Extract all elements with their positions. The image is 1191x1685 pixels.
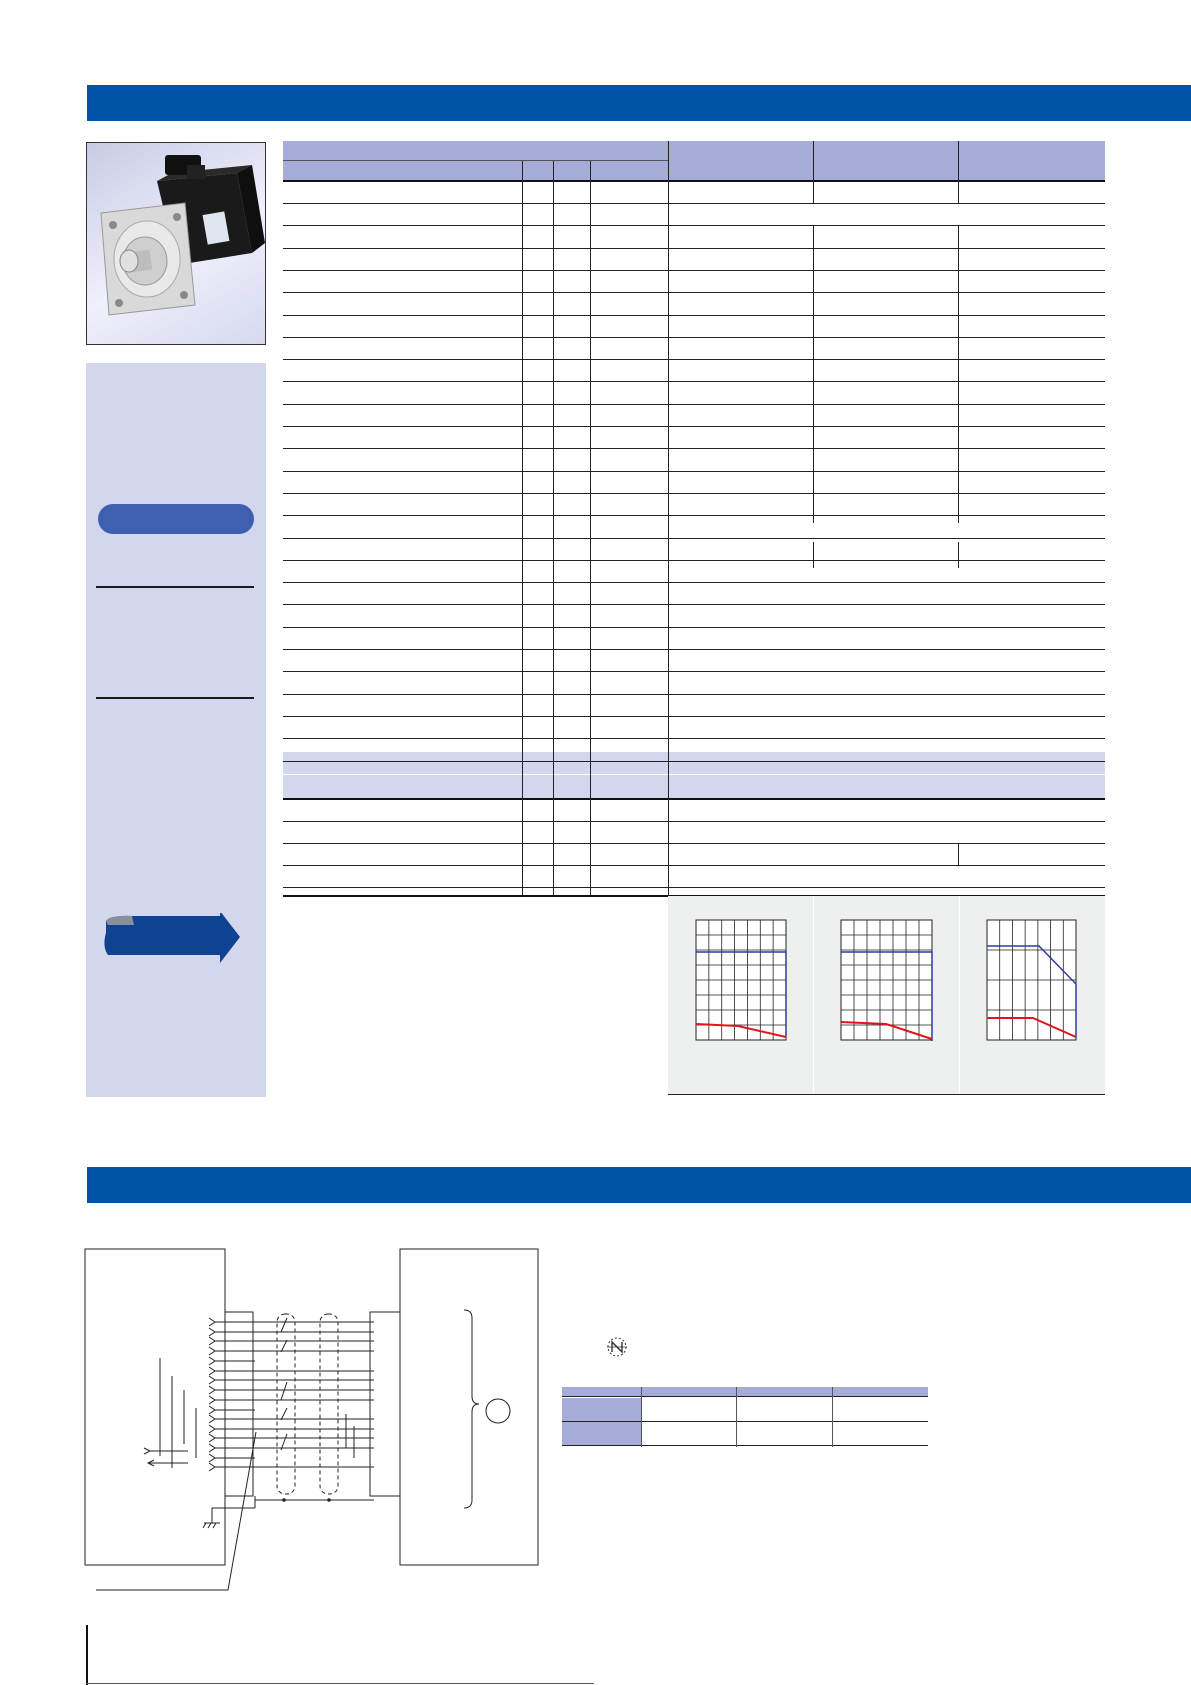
motor-circle-icon <box>486 1399 510 1423</box>
ref-table-row <box>562 1398 928 1422</box>
section-band-top <box>87 85 1191 121</box>
spec-row <box>283 271 1105 293</box>
spec-row <box>283 561 1105 583</box>
spec-row <box>283 472 1105 494</box>
page-margin-rule <box>86 1625 88 1685</box>
spec-header-model-2 <box>814 141 958 180</box>
spec-row <box>283 606 1105 628</box>
side-divider-2 <box>96 697 254 699</box>
graphs-bottom-rule <box>668 1094 1105 1095</box>
spec-group-row-2 <box>283 775 1105 798</box>
spec-col-rule <box>590 161 591 897</box>
spec-row <box>283 383 1105 405</box>
graph-2 <box>814 896 959 1094</box>
n-mark-icon <box>605 1335 629 1359</box>
wire-pin-icon <box>209 1347 215 1355</box>
spec-row <box>283 338 1105 360</box>
product-photo <box>86 142 266 345</box>
wire-pin-icon <box>209 1396 215 1404</box>
spec-row <box>283 227 1105 249</box>
twisted-pair-mark <box>281 1408 287 1420</box>
side-divider-1 <box>96 586 254 588</box>
wire-pin-icon <box>209 1386 215 1394</box>
spec-col-rule <box>522 161 523 897</box>
wire-pin-icon <box>209 1367 215 1375</box>
side-pill-label <box>98 504 254 534</box>
wire-pin-icon <box>209 1376 215 1384</box>
spec-row <box>283 844 1105 866</box>
spec-col-rule <box>553 161 554 897</box>
torque-graphs <box>668 896 1105 1095</box>
spec-header-divider <box>283 160 668 161</box>
graph-1 <box>668 896 813 1094</box>
spec-row <box>283 204 1105 226</box>
motor-box <box>400 1249 538 1565</box>
wire-pin-icon <box>209 1406 215 1414</box>
wire-pin-icon <box>209 1318 215 1326</box>
reference-table <box>562 1387 928 1447</box>
model-col-rule <box>958 542 959 568</box>
spec-row <box>283 249 1105 271</box>
spec-row <box>283 517 1105 539</box>
section-band-wiring <box>87 1167 1191 1203</box>
right-arrow-icon <box>102 913 242 965</box>
spec-row <box>283 316 1105 338</box>
spec-row <box>283 628 1105 650</box>
ref-col-rule <box>832 1387 833 1447</box>
spec-row <box>283 294 1105 316</box>
twisted-pair-mark <box>281 1340 287 1352</box>
model-col-rule <box>813 226 814 523</box>
model-col-rule <box>958 844 959 866</box>
twisted-pair-mark <box>281 1382 287 1400</box>
spec-row <box>283 405 1105 427</box>
spec-header-model-1 <box>669 141 813 180</box>
spec-row <box>283 800 1105 822</box>
spec-row <box>283 740 1105 762</box>
twisted-pair-mark <box>281 1318 287 1332</box>
model-col-rule <box>958 226 959 523</box>
callout-leader <box>84 1430 264 1602</box>
spec-row <box>283 717 1105 739</box>
wire-pin-icon <box>209 1328 215 1336</box>
spec-row <box>283 822 1105 844</box>
spec-col-rule <box>668 141 669 897</box>
ref-col-rule <box>736 1387 737 1447</box>
spec-header-model-3 <box>959 141 1105 180</box>
model-col-rule <box>813 542 814 568</box>
graph-3 <box>960 896 1105 1094</box>
spec-row <box>283 494 1105 516</box>
servo-motor-photo <box>87 143 266 345</box>
model-col-rule <box>958 141 959 204</box>
spec-row <box>283 182 1105 204</box>
ref-table-header <box>562 1387 928 1397</box>
wire-pin-icon <box>209 1337 215 1345</box>
spec-subheader <box>283 161 668 180</box>
spec-row <box>283 866 1105 888</box>
spec-row <box>283 427 1105 449</box>
spec-row <box>283 360 1105 382</box>
spec-table <box>283 141 1105 897</box>
spec-row <box>283 583 1105 605</box>
wire-pin-icon <box>209 1357 215 1365</box>
spec-row <box>283 539 1105 561</box>
spec-row <box>283 695 1105 717</box>
spec-row <box>283 673 1105 695</box>
side-panel <box>86 363 266 1097</box>
ref-table-row <box>562 1422 928 1446</box>
spec-row <box>283 450 1105 472</box>
ref-col-rule <box>641 1387 642 1447</box>
page-footer-rule <box>86 1683 594 1684</box>
model-col-rule <box>813 141 814 204</box>
spec-row <box>283 650 1105 672</box>
spec-header-main <box>283 141 668 160</box>
wire-pin-icon <box>209 1415 215 1423</box>
